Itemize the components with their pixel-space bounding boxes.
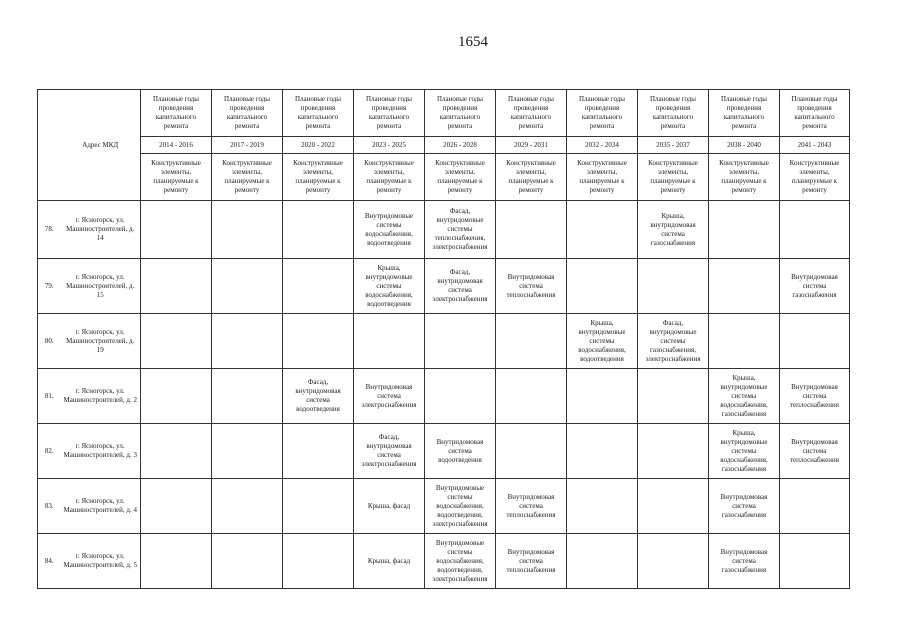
works-cell (567, 479, 638, 534)
works-cell (283, 479, 354, 534)
row-number: 79. (38, 259, 61, 314)
works-cell: Крыша, внутридомовые системы водоснабжения, водоотведения (354, 259, 425, 314)
works-cell (567, 369, 638, 424)
works-cell: Внутридомовая система теплоснабжения (780, 424, 850, 479)
works-cell: Внутридомовая система газоснабжения (709, 479, 780, 534)
period-years-cell: 2023 - 2025 (354, 137, 425, 154)
elements-heading-cell: Конструктивные элементы, планируемые к ремонту (283, 154, 354, 201)
row-address: г. Ясногорск, ул. Машиностроителей, д. 5 (61, 534, 141, 589)
page-number: 1654 (458, 34, 488, 50)
works-cell (496, 424, 567, 479)
works-cell: Фасад, внутридомовая система электроснабжения (354, 424, 425, 479)
works-cell (709, 314, 780, 369)
row-address: г. Ясногорск, ул. Машиностроителей, д. 4 (61, 479, 141, 534)
works-cell (212, 534, 283, 589)
row-address: г. Ясногорск, ул. Машиностроителей, д. 14 (61, 201, 141, 259)
works-cell (638, 534, 709, 589)
period-years-cell: 2035 - 2037 (638, 137, 709, 154)
works-cell (780, 201, 850, 259)
works-cell: Фасад, внутридомовые системы газоснабжения, электроснабжения (638, 314, 709, 369)
elements-heading-cell: Конструктивные элементы, планируемые к ремонту (638, 154, 709, 201)
elements-heading-cell: Конструктивные элементы, планируемые к ремонту (354, 154, 425, 201)
table-row (38, 424, 850, 479)
period-heading-cell: Плановые годы проведения капитального ремонта (709, 90, 780, 137)
elements-heading-cell: Конструктивные элементы, планируемые к ремонту (780, 154, 850, 201)
works-cell: Внутридомовая система теплоснабжения (496, 479, 567, 534)
works-cell: Фасад, внутридомовая система электроснабжения (425, 259, 496, 314)
header-row-period-headings (38, 90, 850, 137)
works-cell: Внутридомовые системы водоснабжения, водоотведения (354, 201, 425, 259)
period-heading-cell: Плановые годы проведения капитального ремонта (496, 90, 567, 137)
address-header: Адрес МКД (61, 90, 141, 201)
works-cell (780, 534, 850, 589)
works-cell (567, 534, 638, 589)
works-cell (638, 369, 709, 424)
elements-heading-cell: Конструктивные элементы, планируемые к ремонту (709, 154, 780, 201)
works-cell (780, 479, 850, 534)
works-cell: Внутридомовая система электроснабжения (354, 369, 425, 424)
works-cell: Внутридомовая система газоснабжения (709, 534, 780, 589)
works-cell (567, 424, 638, 479)
period-heading-cell: Плановые годы проведения капитального ремонта (780, 90, 850, 137)
row-address: г. Ясногорск, ул. Машиностроителей, д. 2 (61, 369, 141, 424)
capital-repair-plan-table (37, 89, 850, 589)
period-heading-cell: Плановые годы проведения капитального ремонта (567, 90, 638, 137)
table-row (38, 479, 850, 534)
table-row (38, 369, 850, 424)
works-cell (425, 369, 496, 424)
row-number: 84. (38, 534, 61, 589)
row-number: 78. (38, 201, 61, 259)
works-cell (141, 201, 212, 259)
elements-heading-cell: Конструктивные элементы, планируемые к ремонту (425, 154, 496, 201)
works-cell (496, 314, 567, 369)
works-cell (496, 369, 567, 424)
works-cell (638, 479, 709, 534)
works-cell (212, 424, 283, 479)
works-cell (638, 424, 709, 479)
works-cell (425, 314, 496, 369)
works-cell (283, 201, 354, 259)
period-years-cell: 2038 - 2040 (709, 137, 780, 154)
works-cell (141, 424, 212, 479)
works-cell (567, 201, 638, 259)
period-years-cell: 2026 - 2028 (425, 137, 496, 154)
period-heading-cell: Плановые годы проведения капитального ремонта (141, 90, 212, 137)
works-cell (212, 479, 283, 534)
works-cell (212, 201, 283, 259)
works-cell (709, 201, 780, 259)
works-cell (567, 259, 638, 314)
elements-heading-cell: Конструктивные элементы, планируемые к ремонту (141, 154, 212, 201)
elements-heading-cell: Конструктивные элементы, планируемые к ремонту (212, 154, 283, 201)
works-cell (212, 314, 283, 369)
row-number: 82. (38, 424, 61, 479)
works-cell (638, 259, 709, 314)
works-cell (283, 534, 354, 589)
works-cell: Крыша, фасад (354, 534, 425, 589)
period-years-cell: 2029 - 2031 (496, 137, 567, 154)
works-cell: Внутридомовая система водоотведения (425, 424, 496, 479)
works-cell (283, 424, 354, 479)
works-cell: Фасад, внутридомовая система водоотведения (283, 369, 354, 424)
header-row-elements (38, 154, 850, 201)
period-heading-cell: Плановые годы проведения капитального ремонта (283, 90, 354, 137)
works-cell: Крыша, внутридомовые системы водоснабжения, водоотведения (567, 314, 638, 369)
row-address: г. Ясногорск, ул. Машиностроителей, д. 19 (61, 314, 141, 369)
period-years-cell: 2014 - 2016 (141, 137, 212, 154)
row-number: 81. (38, 369, 61, 424)
period-heading-cell: Плановые годы проведения капитального ремонта (425, 90, 496, 137)
header-row-years (38, 137, 850, 154)
works-cell (141, 534, 212, 589)
number-header-cell (38, 90, 61, 201)
works-cell (141, 369, 212, 424)
works-cell: Внутридомовая система газоснабжения (780, 259, 850, 314)
row-number: 83. (38, 479, 61, 534)
table-row (38, 201, 850, 259)
works-cell (283, 259, 354, 314)
period-heading-cell: Плановые годы проведения капитального ремонта (638, 90, 709, 137)
works-cell (141, 259, 212, 314)
works-cell (709, 259, 780, 314)
works-cell (354, 314, 425, 369)
table-row (38, 259, 850, 314)
works-cell: Фасад, внутридомовые системы теплоснабжения, электроснабжения (425, 201, 496, 259)
period-years-cell: 2032 - 2034 (567, 137, 638, 154)
works-cell (496, 201, 567, 259)
works-cell: Внутридомовая система теплоснабжения (496, 259, 567, 314)
period-years-cell: 2020 - 2022 (283, 137, 354, 154)
works-cell: Крыша, внутридомовые системы водоснабжения, газоснабжения (709, 369, 780, 424)
period-years-cell: 2017 - 2019 (212, 137, 283, 154)
table-row (38, 534, 850, 589)
row-address: г. Ясногорск, ул. Машиностроителей, д. 15 (61, 259, 141, 314)
works-cell: Внутридомовая система теплоснабжения (496, 534, 567, 589)
row-number: 80. (38, 314, 61, 369)
works-cell (283, 314, 354, 369)
works-cell (141, 479, 212, 534)
period-years-cell: 2041 - 2043 (780, 137, 850, 154)
works-cell: Крыша, внутридомовая система газоснабжения (638, 201, 709, 259)
works-cell (212, 369, 283, 424)
table-row (38, 314, 850, 369)
works-cell (780, 314, 850, 369)
period-heading-cell: Плановые годы проведения капитального ремонта (212, 90, 283, 137)
elements-heading-cell: Конструктивные элементы, планируемые к ремонту (567, 154, 638, 201)
works-cell (141, 314, 212, 369)
row-address: г. Ясногорск, ул. Машиностроителей, д. 3 (61, 424, 141, 479)
works-cell: Внутридомовая система теплоснабжения (780, 369, 850, 424)
works-cell: Внутридомовые системы водоснабжения, водоотведения, электроснабжения (425, 534, 496, 589)
period-heading-cell: Плановые годы проведения капитального ремонта (354, 90, 425, 137)
works-cell: Крыша, внутридомовые системы водоснабжения, газоснабжения (709, 424, 780, 479)
works-cell (212, 259, 283, 314)
works-cell: Крыша, фасад (354, 479, 425, 534)
elements-heading-cell: Конструктивные элементы, планируемые к ремонту (496, 154, 567, 201)
works-cell: Внутридомовые системы водоснабжения, водоотведения, электроснабжения (425, 479, 496, 534)
